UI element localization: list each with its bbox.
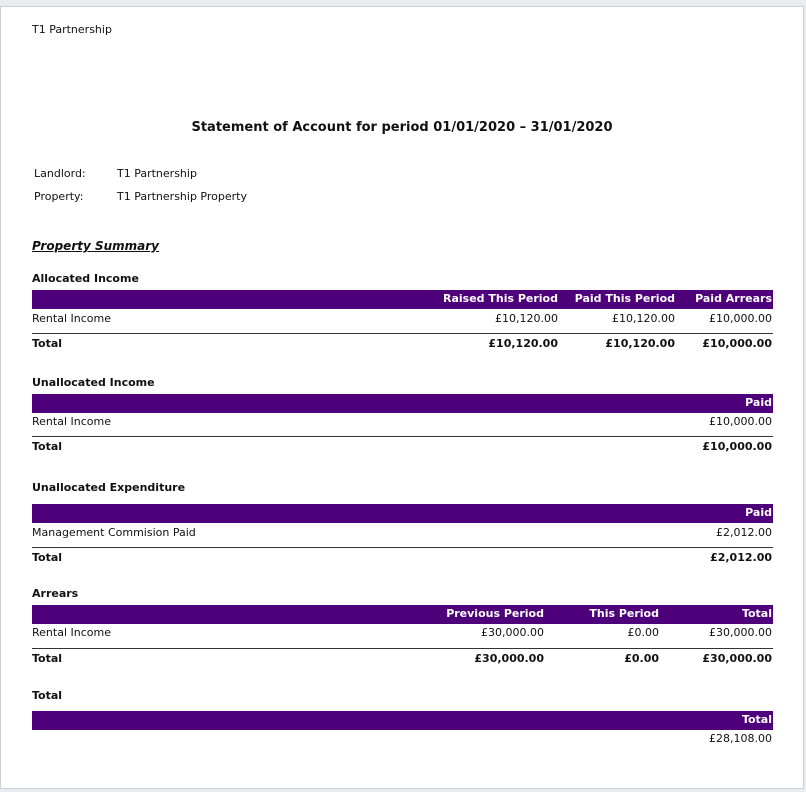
- col-paid-arrears: Paid Arrears: [695, 292, 772, 305]
- row-value: £10,000.00: [709, 415, 772, 428]
- total-value: £30,000.00: [474, 652, 544, 665]
- unallocated-expenditure-header: [32, 504, 773, 523]
- grand-total-header: [32, 711, 773, 730]
- total-value: £10,000.00: [702, 337, 772, 350]
- landlord-label: Landlord:: [34, 167, 86, 180]
- col-raised-this-period: Raised This Period: [442, 292, 558, 305]
- row-value: £2,012.00: [716, 526, 772, 539]
- total-value: £10,120.00: [488, 337, 558, 350]
- arrears-header: [32, 605, 773, 624]
- total-row: [32, 333, 773, 353]
- total-value: £0.00: [624, 652, 659, 665]
- table-row: [32, 413, 773, 431]
- col-paid: Paid: [745, 506, 772, 519]
- total-label: Total: [32, 440, 63, 453]
- row-label: Rental Income: [32, 415, 111, 428]
- property-value: T1 Partnership Property: [117, 190, 247, 203]
- unallocated-expenditure-title: Unallocated Expenditure: [32, 481, 186, 494]
- col-this-period: This Period: [589, 607, 659, 620]
- allocated-income-title: Allocated Income: [32, 272, 139, 285]
- grand-total-title: Total: [32, 689, 63, 702]
- col-total: Total: [741, 607, 772, 620]
- total-label: Total: [32, 551, 63, 564]
- table-row: [32, 524, 773, 542]
- allocated-income-header: [32, 290, 773, 309]
- row-label: Rental Income: [32, 626, 111, 639]
- landlord-value: T1 Partnership: [117, 167, 197, 180]
- statement-page: [0, 6, 804, 789]
- total-row: [32, 436, 773, 456]
- table-row: [32, 310, 773, 328]
- row-label: Rental Income: [32, 312, 111, 325]
- row-value: £0.00: [627, 626, 659, 639]
- col-previous-period: Previous Period: [446, 607, 544, 620]
- total-label: Total: [32, 652, 63, 665]
- company-name: T1 Partnership: [32, 23, 112, 36]
- total-value: £30,000.00: [702, 652, 772, 665]
- col-paid-this-period: Paid This Period: [574, 292, 675, 305]
- table-row: [32, 624, 773, 642]
- row-value: £10,000.00: [709, 312, 772, 325]
- col-total: Total: [741, 713, 772, 726]
- unallocated-income-header: [32, 394, 773, 413]
- row-value: £10,120.00: [495, 312, 558, 325]
- row-value: £30,000.00: [709, 626, 772, 639]
- arrears-title: Arrears: [32, 587, 79, 600]
- total-value: £2,012.00: [710, 551, 772, 564]
- property-summary-heading: Property Summary: [32, 239, 160, 253]
- total-row: [32, 547, 773, 567]
- row-value: £10,120.00: [612, 312, 675, 325]
- row-label: Management Commision Paid: [32, 526, 196, 539]
- statement-title: Statement of Account for period 01/01/2020 – 31/01/2020: [191, 120, 613, 135]
- unallocated-income-title: Unallocated Income: [32, 376, 155, 389]
- row-value: £30,000.00: [481, 626, 544, 639]
- grand-total-value: £28,108.00: [709, 732, 772, 745]
- col-paid: Paid: [745, 396, 772, 409]
- total-row: [32, 648, 773, 668]
- total-value: £10,120.00: [605, 337, 675, 350]
- total-value: £10,000.00: [702, 440, 772, 453]
- grand-total-row: [32, 730, 773, 748]
- total-label: Total: [32, 337, 63, 350]
- property-label: Property:: [34, 190, 84, 203]
